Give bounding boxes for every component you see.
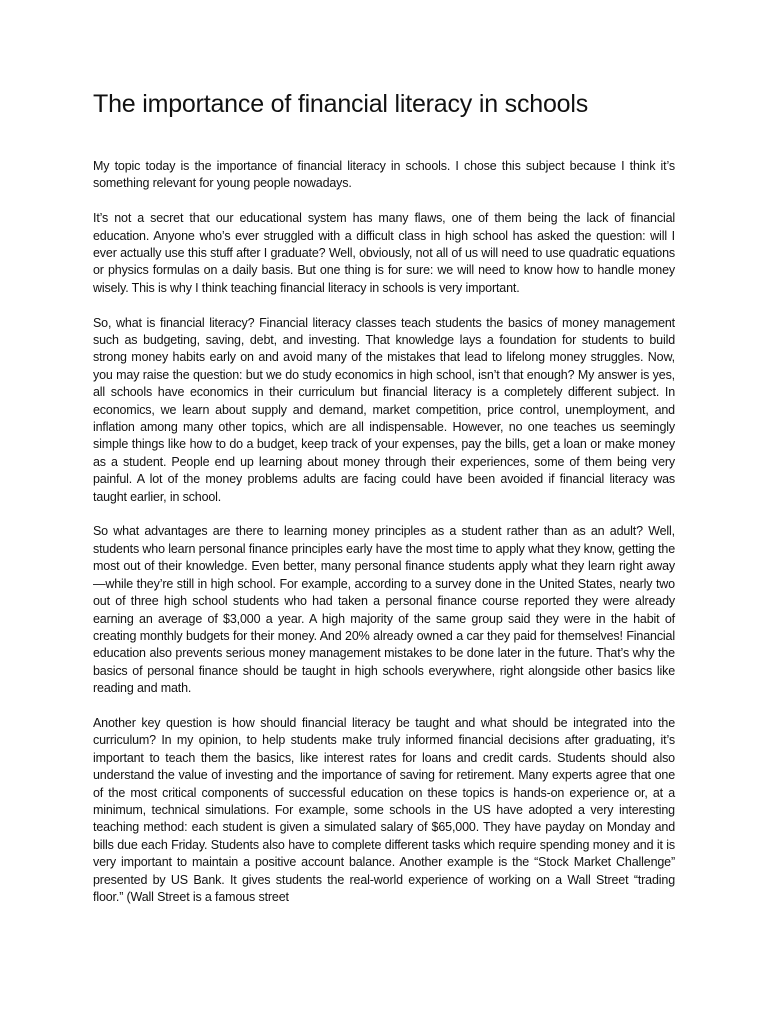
paragraph-advantages: So what advantages are there to learning money principles as a student rather than as an adult? Well, students who learn personal finance principles early have the most time to apply what they know, getting the most out of their knowledge. Even better, many personal finance students apply what they learn right away—while they’re still in high school. For example, according to a survey done in the United States, nearly two out of three high school students who had taken a personal finance course reported they were already earning an average of $3,000 a year. A high majority of the same group said they were in the habit of creating monthly budgets for their money. And 20% already owned a car they paid for themselves! Financial education also prevents serious money management mistakes to be done later in the future. That’s why the basics of personal finance should be taught in high schools everywhere, right alongside other basics like reading and math. (93, 524, 675, 696)
document-title: The importance of financial literacy in schools (93, 90, 589, 118)
paragraph-what-is-financial-literacy: So, what is financial literacy? Financial literacy classes teach students the basics of money management such as budgeting, saving, debt, and investing. That knowledge lays a foundation for students to build strong money habits early on and avoid many of the mistakes that lead to lifelong money struggles. Now, you may raise the question: but we do study economics in high school, isn’t that enough? My answer is yes, all schools have economics in their curriculum but financial literacy is a completely different subject. In economics, we learn about supply and demand, market competition, price control, unemployment, and inflation among many other topics, which are all indispensable. However, no one teaches us seemingly simple things like how to do a budget, keep track of your expenses, pay the bills, get a loan or make money as a student. People end up learning about money through their experiences, some of them being very painful. A lot of the money problems adults are facing could have been avoided if financial literacy was taught earlier, in school. (93, 315, 675, 504)
paragraph-intro: My topic today is the importance of financial literacy in schools. I chose this subject because I think it’s something relevant for young people nowadays. (93, 159, 675, 191)
paragraph-educational-flaws: It’s not a secret that our educational system has many flaws, one of them being the lack of financial education. Anyone who’s ever struggled with a difficult class in high school has asked the question: will I ever actually use this stuff after I graduate? Well, obviously, not all of us will need to use quadratic equations or physics formulas on a daily basis. But one thing is for sure: we will need to know how to handle money wisely. This is why I think teaching financial literacy in schools is very important. (93, 211, 675, 295)
document-body (93, 158, 675, 924)
paragraph-how-to-teach: Another key question is how should financial literacy be taught and what should be integrated into the curriculum? In my opinion, to help students make truly informed financial decisions after graduating, it’s important to teach them the basics, like interest rates for loans and credit cards. Students should also understand the value of investing and the importance of saving for retirement. Many experts agree that one of the most critical components of successful education on these topics is hands-on experience or, at a minimum, technical simulations. For example, some schools in the US have adopted a very interesting teaching method: each student is given a simulated salary of $65,000. They have payday on Monday and bills due each Friday. Students also have to complete different tasks which require spending money and it is very important to maintain a positive account balance. Another example is the “Stock Market Challenge” presented by US Bank. It gives students the real-world experience of working on a Wall Street “trading floor.” (Wall Street is a famous street (93, 715, 675, 904)
